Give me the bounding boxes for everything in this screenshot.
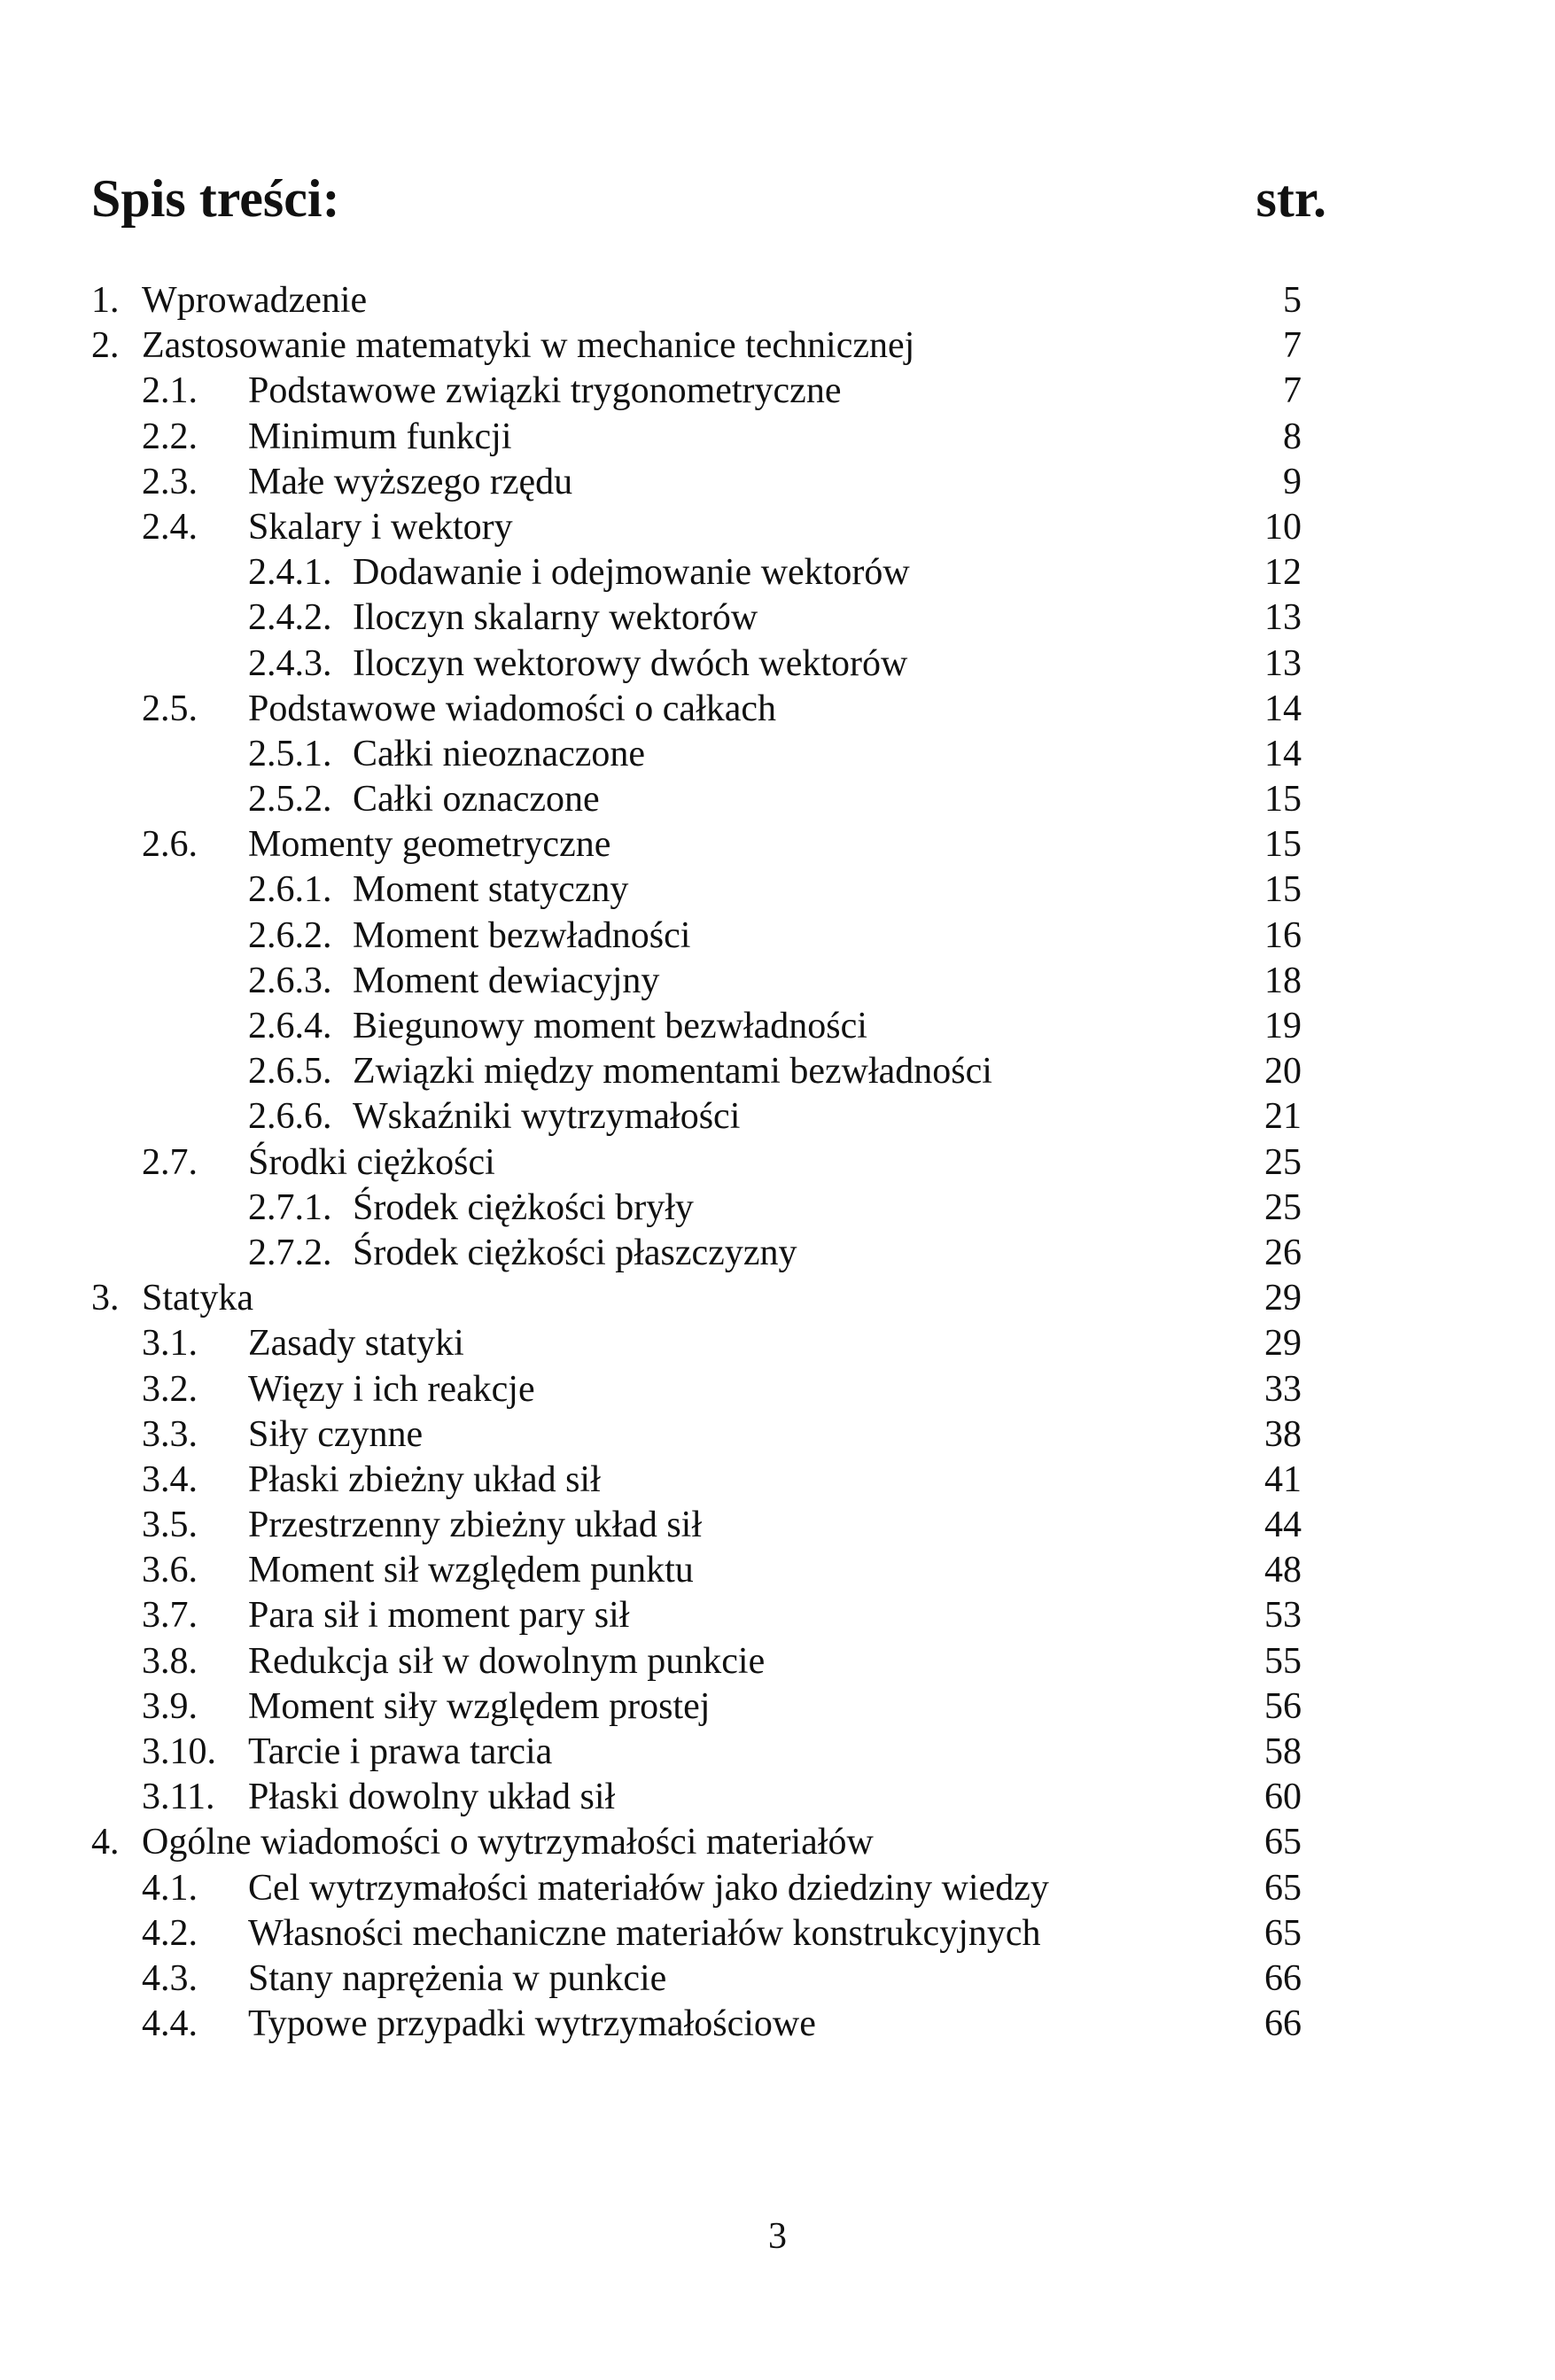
toc-entry — [0, 550, 1555, 595]
entry-title: Stany naprężenia w punkcie — [248, 1957, 667, 1999]
entry-title: Więzy i ich reakcje — [248, 1368, 535, 1410]
entry-title: Ogólne wiadomości o wytrzymałości materiałów — [142, 1822, 874, 1863]
entry-title: Siły czynne — [248, 1413, 424, 1455]
entry-number: 2.4.1. — [248, 552, 332, 594]
entry-page: 33 — [1264, 1368, 1302, 1410]
entry-page: 25 — [1264, 1186, 1302, 1228]
toc-entry — [0, 642, 1555, 687]
toc-entry — [0, 1775, 1555, 1820]
entry-page: 21 — [1264, 1096, 1302, 1138]
entry-title: Własności mechaniczne materiałów konstrukcyjnych — [248, 1912, 1041, 1954]
toc-entry — [0, 1730, 1555, 1775]
entry-page: 7 — [1283, 370, 1302, 412]
entry-page: 8 — [1283, 416, 1302, 457]
entry-number: 2.5. — [142, 688, 198, 729]
entry-title: Moment sił względem punktu — [248, 1550, 694, 1591]
entry-page: 65 — [1264, 1822, 1302, 1863]
entry-title: Środek ciężkości bryły — [353, 1186, 694, 1228]
entry-page: 5 — [1283, 280, 1302, 321]
entry-number: 4.2. — [142, 1912, 198, 1954]
entry-title: Całki nieoznaczone — [353, 733, 646, 774]
toc-entry — [0, 1186, 1555, 1231]
toc-entry — [0, 1367, 1555, 1412]
entry-page: 13 — [1264, 642, 1302, 684]
entry-page: 29 — [1264, 1278, 1302, 1319]
entry-number: 2.6.1. — [248, 869, 332, 911]
entry-title: Moment dewiacyjny — [353, 960, 660, 1001]
toc-entry — [0, 914, 1555, 959]
page-column-header: str. — [1256, 169, 1326, 228]
entry-title: Typowe przypadki wytrzymałościowe — [248, 2003, 816, 2045]
entry-page: 56 — [1264, 1685, 1302, 1727]
toc-entry — [0, 505, 1555, 550]
toc-entry — [0, 369, 1555, 414]
entry-number: 2.6.3. — [248, 960, 332, 1001]
toc-entry — [0, 1639, 1555, 1684]
toc-entry — [0, 1094, 1555, 1139]
entry-page: 18 — [1264, 960, 1302, 1001]
entry-number: 3.2. — [142, 1368, 198, 1410]
toc-entry — [0, 595, 1555, 641]
entry-page: 48 — [1264, 1550, 1302, 1591]
entry-page: 66 — [1264, 1957, 1302, 1999]
entry-number: 3. — [91, 1278, 120, 1319]
toc-entry — [0, 1684, 1555, 1730]
table-of-contents — [0, 278, 1555, 2047]
entry-page: 16 — [1264, 914, 1302, 956]
entry-number: 3.7. — [142, 1595, 198, 1637]
entry-number: 2. — [91, 325, 120, 367]
entry-title: Związki między momentami bezwładności — [353, 1051, 992, 1093]
entry-page: 65 — [1264, 1867, 1302, 1909]
entry-page: 15 — [1264, 824, 1302, 866]
toc-entry — [0, 1140, 1555, 1186]
entry-page: 14 — [1264, 688, 1302, 729]
entry-number: 2.5.2. — [248, 779, 332, 821]
entry-number: 2.7.1. — [248, 1186, 332, 1228]
entry-title: Para sił i moment pary sił — [248, 1595, 630, 1637]
toc-entry — [0, 278, 1555, 323]
entry-page: 44 — [1264, 1505, 1302, 1546]
toc-entry — [0, 1004, 1555, 1049]
entry-page: 13 — [1264, 597, 1302, 639]
entry-title: Przestrzenny zbieżny układ sił — [248, 1505, 702, 1546]
entry-title: Płaski zbieżny układ sił — [248, 1458, 601, 1500]
entry-page: 14 — [1264, 733, 1302, 774]
entry-page: 19 — [1264, 1006, 1302, 1046]
toc-entry — [0, 1503, 1555, 1548]
toc-entry — [0, 323, 1555, 369]
entry-title: Cel wytrzymałości materiałów jako dziedziny wiedzy — [248, 1867, 1049, 1909]
entry-number: 3.5. — [142, 1505, 198, 1546]
entry-number: 2.6.6. — [248, 1096, 332, 1138]
entry-page: 9 — [1283, 461, 1302, 502]
entry-number: 2.4.2. — [248, 597, 332, 639]
entry-title: Środki ciężkości — [248, 1141, 495, 1183]
entry-number: 2.6.2. — [248, 914, 332, 956]
toc-entry — [0, 867, 1555, 913]
page-title: Spis treści: — [91, 169, 340, 228]
entry-number: 4. — [91, 1822, 120, 1863]
entry-title: Skalary i wektory — [248, 506, 513, 548]
entry-title: Zastosowanie matematyki w mechanice technicznej — [142, 325, 915, 367]
toc-entry — [0, 1866, 1555, 1911]
toc-entry — [0, 1276, 1555, 1321]
toc-entry — [0, 1049, 1555, 1094]
entry-page: 58 — [1264, 1731, 1302, 1772]
entry-title: Momenty geometryczne — [248, 824, 611, 866]
toc-entry — [0, 1412, 1555, 1458]
entry-page: 25 — [1264, 1141, 1302, 1183]
toc-entry — [0, 822, 1555, 867]
toc-entry — [0, 777, 1555, 822]
toc-entry — [0, 460, 1555, 505]
toc-entry — [0, 1911, 1555, 1956]
entry-number: 2.6.5. — [248, 1051, 332, 1093]
entry-number: 2.5.1. — [248, 733, 332, 774]
toc-entry — [0, 687, 1555, 732]
entry-title: Tarcie i prawa tarcia — [248, 1731, 553, 1772]
entry-page: 38 — [1264, 1413, 1302, 1455]
entry-page: 15 — [1264, 869, 1302, 911]
entry-page: 7 — [1283, 325, 1302, 367]
entry-number: 4.1. — [142, 1867, 198, 1909]
entry-number: 4.4. — [142, 2003, 198, 2045]
entry-number: 3.4. — [142, 1458, 198, 1500]
entry-page: 12 — [1264, 552, 1302, 594]
entry-number: 3.6. — [142, 1550, 198, 1591]
entry-page: 66 — [1264, 2003, 1302, 2045]
page-number: 3 — [768, 2216, 787, 2257]
entry-title: Iloczyn skalarny wektorów — [353, 597, 758, 639]
entry-page: 55 — [1264, 1640, 1302, 1682]
toc-entry — [0, 2002, 1555, 2047]
entry-number: 2.6. — [142, 824, 198, 866]
entry-number: 3.8. — [142, 1640, 198, 1682]
entry-number: 3.3. — [142, 1413, 198, 1455]
entry-number: 2.2. — [142, 416, 198, 457]
entry-title: Środek ciężkości płaszczyzny — [353, 1232, 797, 1273]
entry-number: 2.1. — [142, 370, 198, 412]
entry-title: Moment bezwładności — [353, 914, 691, 956]
entry-title: Wprowadzenie — [142, 280, 368, 321]
entry-page: 26 — [1264, 1232, 1302, 1273]
entry-title: Małe wyższego rzędu — [248, 461, 573, 502]
toc-entry — [0, 1321, 1555, 1366]
entry-title: Minimum funkcji — [248, 416, 512, 457]
toc-entry — [0, 1458, 1555, 1503]
entry-page: 15 — [1264, 779, 1302, 821]
entry-page: 29 — [1264, 1323, 1302, 1365]
entry-page: 41 — [1264, 1458, 1302, 1500]
entry-number: 2.6.4. — [248, 1006, 332, 1046]
entry-number: 4.3. — [142, 1957, 198, 1999]
entry-title: Moment siły względem prostej — [248, 1685, 711, 1727]
entry-number: 2.3. — [142, 461, 198, 502]
toc-entry — [0, 1593, 1555, 1638]
entry-number: 2.4. — [142, 506, 198, 548]
toc-entry — [0, 415, 1555, 460]
toc-entry — [0, 1548, 1555, 1593]
entry-number: 3.10. — [142, 1731, 216, 1772]
entry-number: 1. — [91, 280, 120, 321]
toc-entry — [0, 1231, 1555, 1276]
entry-title: Płaski dowolny układ sił — [248, 1777, 616, 1818]
entry-number: 3.11. — [142, 1777, 215, 1818]
entry-page: 10 — [1264, 506, 1302, 548]
entry-number: 3.9. — [142, 1685, 198, 1727]
entry-number: 2.7. — [142, 1141, 198, 1183]
entry-number: 3.1. — [142, 1323, 198, 1365]
entry-title: Całki oznaczone — [353, 779, 600, 821]
entry-title: Biegunowy moment bezwładności — [353, 1006, 867, 1046]
entry-number: 2.4.3. — [248, 642, 332, 684]
entry-title: Statyka — [142, 1278, 253, 1319]
entry-page: 20 — [1264, 1051, 1302, 1093]
toc-entry — [0, 1820, 1555, 1865]
entry-title: Podstawowe wiadomości o całkach — [248, 688, 777, 729]
entry-page: 53 — [1264, 1595, 1302, 1637]
entry-page: 60 — [1264, 1777, 1302, 1818]
entry-title: Moment statyczny — [353, 869, 629, 911]
toc-entry — [0, 959, 1555, 1004]
entry-title: Redukcja sił w dowolnym punkcie — [248, 1640, 766, 1682]
toc-entry — [0, 1956, 1555, 2002]
entry-title: Podstawowe związki trygonometryczne — [248, 370, 842, 412]
entry-number: 2.7.2. — [248, 1232, 332, 1273]
entry-title: Dodawanie i odejmowanie wektorów — [353, 552, 910, 594]
entry-title: Zasady statyki — [248, 1323, 464, 1365]
toc-entry — [0, 732, 1555, 777]
entry-title: Iloczyn wektorowy dwóch wektorów — [353, 642, 908, 684]
entry-page: 65 — [1264, 1912, 1302, 1954]
entry-title: Wskaźniki wytrzymałości — [353, 1096, 741, 1138]
